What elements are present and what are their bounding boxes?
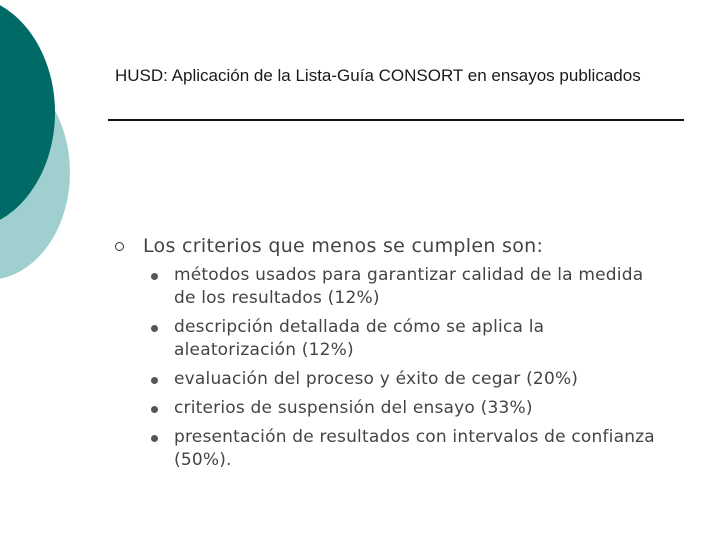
list-item	[150, 264, 670, 310]
dot-bullet-icon	[151, 406, 158, 413]
main-bullet-text: Los criterios que menos se cumplen son:	[143, 235, 544, 257]
list-item	[150, 368, 670, 391]
list-item-text: métodos usados para garantizar calidad de la medida de los resultados (12%)	[174, 265, 644, 308]
hollow-bullet-icon	[115, 242, 124, 251]
dot-bullet-icon	[151, 325, 158, 332]
list-item-text: evaluación del proceso y éxito de cegar (20%)	[174, 369, 579, 389]
list-item	[150, 316, 670, 362]
slide-title: HUSD: Aplicación de la Lista-Guía CONSORT en ensayos publicados	[115, 66, 641, 85]
list-item-text: presentación de resultados con intervalos de confianza (50%).	[174, 427, 655, 470]
list-item-text: descripción detallada de cómo se aplica la aleatorización (12%)	[174, 317, 545, 360]
list-item-text: criterios de suspensión del ensayo (33%)	[174, 398, 533, 418]
list-item	[150, 397, 670, 420]
sub-bullet-list	[150, 264, 670, 478]
dot-bullet-icon	[151, 273, 158, 280]
title-divider	[108, 119, 684, 121]
dot-bullet-icon	[151, 435, 158, 442]
list-item	[150, 426, 670, 472]
dot-bullet-icon	[151, 377, 158, 384]
